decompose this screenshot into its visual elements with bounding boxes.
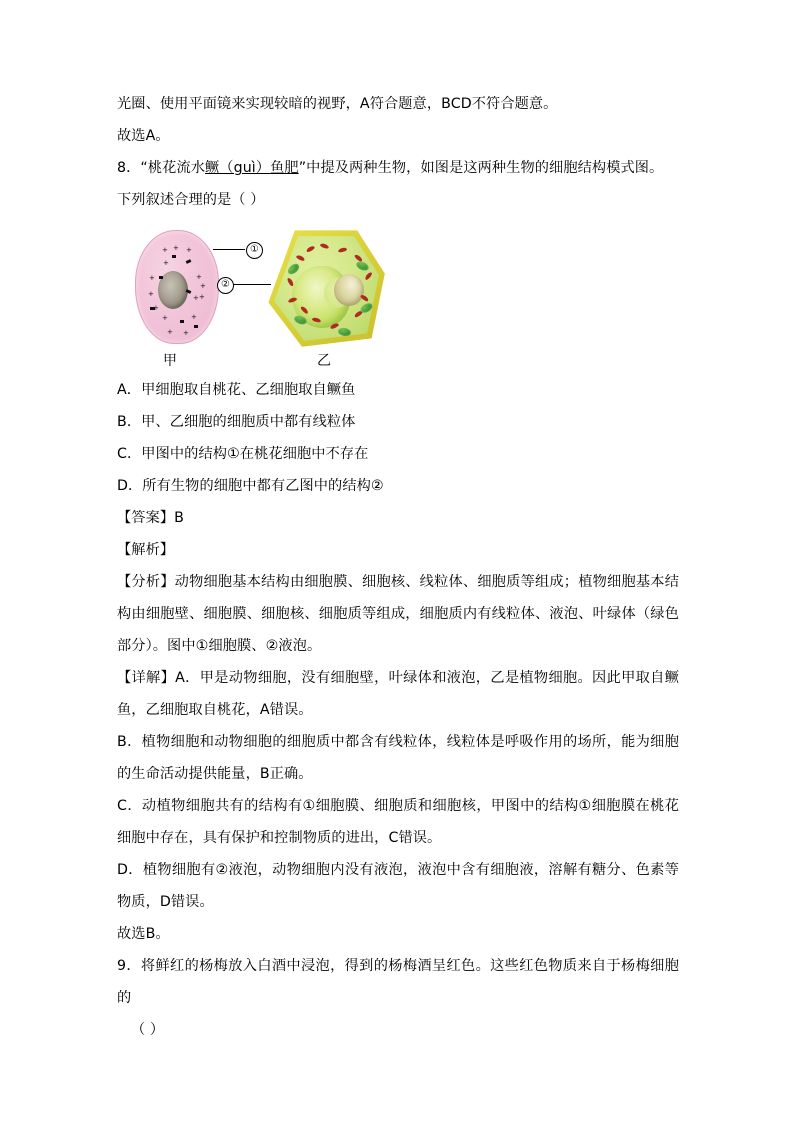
q8-stem-underlined-fish: 鱼肥 [270,160,299,176]
question-8-xiangjie-c: C．动植物细胞共有的结构有①细胞膜、细胞质和细胞核，甲图中的结构①细胞膜在桃花细胞中存在，具有保护和控制物质的进出，C错误。 [117,798,679,846]
animal-cell-speck: + [173,244,179,252]
plant-cell-mitochondrion [306,245,316,253]
previous-answer-line: 故选A。 [117,128,170,144]
question-8-option-a: A．甲细胞取自桃花、乙细胞取自鳜鱼 [117,382,356,398]
plant-cell-mitochondrion [287,277,295,287]
question-8-answer [117,502,679,534]
animal-cell-speck: + [183,329,189,337]
animal-cell-speck: + [153,304,159,312]
q8-stem-underlined-gui: 鳜（guì） [205,160,271,176]
figure-caption-right: 乙 [317,353,331,369]
plant-cell-mitochondrion [296,254,306,261]
fenxi-text: 动物细胞基本结构由细胞膜、细胞核、线粒体、细胞质等组成；植物细胞基本结构由细胞壁、细胞膜、细胞核、细胞质等组成，细胞质内有线粒体、液泡、叶绿体（绿色部分）。图中①细胞膜、②液泡。 [117,574,679,654]
fenxi-label: 【分析】 [117,574,175,590]
animal-cell-speck: + [163,259,169,267]
animal-cell-granule [172,255,176,258]
question-8-stem [117,152,679,184]
animal-cell-speck: + [148,290,154,298]
animal-cell-speck: + [200,282,206,290]
animal-cell-speck: + [191,313,197,321]
leader-line-1 [213,249,245,250]
xiangjie-text-a: A．甲是动物细胞，没有细胞壁，叶绿体和液泡，乙是植物细胞。因此甲取自鳜鱼，乙细胞取自桃花，A错误。 [117,670,679,718]
question-8-option-c: C．甲图中的结构①在桃花细胞中不存在 [117,446,369,462]
animal-cell-diagram [135,230,219,344]
animal-cell-granule [186,259,192,264]
animal-cell-granule [180,320,184,323]
plant-cell-mitochondrion [364,271,373,280]
animal-cell-speck: + [162,314,168,322]
animal-cell-granule [159,276,163,279]
answer-label: 【答案】 [117,510,175,526]
leader-line-2 [233,284,271,285]
plant-cell-mitochondrion [338,247,348,253]
question-8-jiexi-heading: 【解析】 [117,542,175,558]
plant-cell-mitochondrion [320,243,330,250]
plant-cell-chloroplast [355,260,370,273]
question-8-stem-line2: 下列叙述合理的是（ ） [117,192,265,208]
answer-value: B [174,510,184,526]
question-8-conclusion: 故选B。 [117,926,170,942]
animal-cell-speck: + [167,328,173,336]
question-8-option-d: D．所有生物的细胞中都有乙图中的结构② [117,478,384,494]
figure-label-1: ① [246,242,263,259]
xiangjie-label: 【详解】 [117,670,176,686]
question-8-xiangjie-d: D．植物细胞有②液泡，动物细胞内没有液泡，液泡中含有细胞液，溶解有糖分、色素等物质，D错误。 [117,862,679,910]
question-9-stem: 9．将鲜红的杨梅放入白酒中浸泡，得到的杨梅酒呈红色。这些红色物质来自于杨梅细胞的 [117,958,679,1006]
q8-stem-part2: ”中提及两种生物，如图是这两种生物的细胞结构模式图。 [298,160,664,176]
plant-cell-chloroplast [286,262,301,276]
animal-cell-speck: + [186,246,192,254]
animal-cell-granule [194,325,198,328]
animal-cell-speck: + [193,294,199,302]
question-8-xiangjie-a [117,662,679,726]
question-8-fenxi [117,566,679,662]
animal-cell-speck: + [162,246,168,254]
q8-stem-part1: 8．“桃花流水 [117,160,206,176]
question-8-xiangjie-b: B．植物细胞和动物细胞的细胞质中都含有线粒体，线粒体是呼吸作用的场所，能为细胞的生命活动提供能量，B正确。 [117,734,679,782]
question-9-answer-blank: （ ） [131,1022,165,1038]
plant-cell-diagram [260,224,395,354]
figure-inner [125,222,415,372]
previous-explanation-line: 光圈、使用平面镜来实现较暗的视野，A符合题意，BCD不符合题意。 [117,96,558,112]
plant-cell-nucleus [334,274,364,306]
animal-cell-speck: + [196,273,202,281]
question-8-option-b: B．甲、乙细胞的细胞质中都有线粒体 [117,414,356,430]
animal-cell-speck: + [149,274,155,282]
animal-cell-speck: + [199,293,205,301]
cell-structure-figure [117,222,679,372]
page-content [117,88,679,1046]
plant-cell-mitochondrion [360,294,370,302]
figure-caption-left: 甲 [163,353,177,369]
figure-label-2: ② [217,277,234,294]
